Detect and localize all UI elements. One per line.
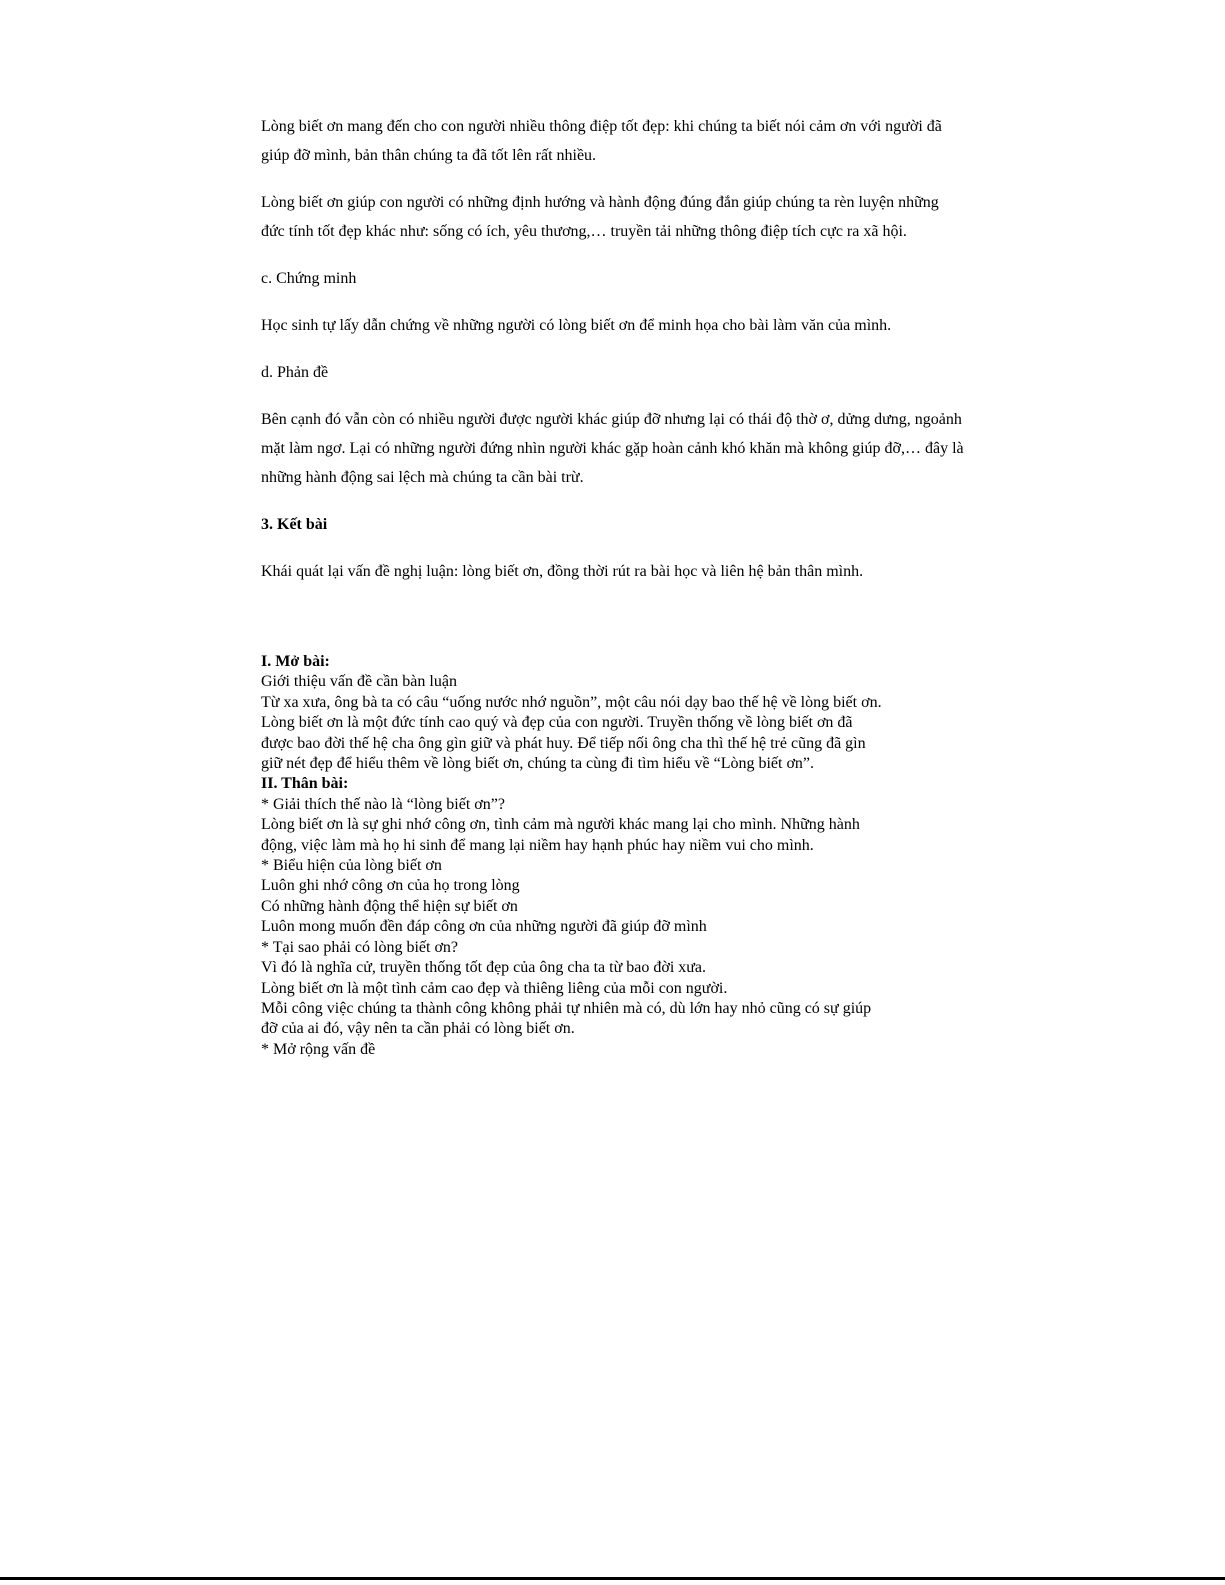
page-bottom-border — [0, 1577, 1225, 1580]
paragraph-conclusion: Khái quát lại vấn đề nghị luận: lòng biết ơn, đồng thời rút ra bài học và liên hệ bản thân mình. — [261, 563, 864, 580]
outline-line: giữ nét đẹp để hiểu thêm về lòng biết ơn, chúng ta cùng đi tìm hiểu về “Lòng biết ơn”. — [261, 755, 815, 773]
outline-line: Mỗi công việc chúng ta thành công không phải tự nhiên mà có, dù lớn hay nhỏ cũng có sự giúp — [261, 999, 872, 1017]
paragraph-counter: Bên cạnh đó vẫn còn có nhiều người được người khác giúp đỡ nhưng lại có thái độ thờ ơ, dửng dưng, ngoảnh mặt làm ngơ. Lại có những người đứng nhìn người khác gặp hoàn cảnh khó khăn mà không giúp đỡ,… đây là những hành động sai lệch mà chúng ta cần bài trừ. — [261, 411, 964, 486]
heading-body: II. Thân bài: — [261, 775, 349, 793]
paragraph-gratitude-direction: Lòng biết ơn giúp con người có những định hướng và hành động đúng đắn giúp chúng ta rèn luyện những đức tính tốt đẹp khác như: sống có ích, yêu thương,… truyền tải những thông điệp tích cực ra xã hội. — [261, 194, 939, 240]
outline-section — [261, 652, 981, 1060]
outline-line: động, việc làm mà họ hi sinh để mang lại niềm hay hạnh phúc hay niềm vui cho mình. — [261, 836, 814, 854]
heading-introduction: I. Mở bài: — [261, 653, 330, 670]
outline-line: * Giải thích thế nào là “lòng biết ơn”? — [261, 795, 505, 813]
outline-line: * Tại sao phải có lòng biết ơn? — [261, 938, 459, 956]
outline-line: Có những hành động thể hiện sự biết ơn — [261, 897, 518, 915]
outline-line: * Biểu hiện của lòng biết ơn — [261, 857, 442, 875]
outline-line: đỡ của ai đó, vậy nên ta cần phải có lòng biết ơn. — [261, 1020, 575, 1038]
outline-line: Luôn mong muốn đền đáp công ơn của những người đã giúp đỡ mình — [261, 918, 707, 936]
outline-line: * Mở rộng vấn đề — [261, 1040, 376, 1058]
outline-line: Vì đó là nghĩa cử, truyền thống tốt đẹp của ông cha ta từ bao đời xưa. — [261, 959, 707, 977]
heading-c-proof: c. Chứng minh — [261, 270, 357, 287]
outline-line: Lòng biết ơn là một đức tính cao quý và đẹp của con người. Truyền thống về lòng biết ơn đã — [261, 714, 853, 732]
heading-conclusion: 3. Kết bài — [261, 516, 328, 533]
heading-d-counter: d. Phản đề — [261, 364, 329, 381]
paragraph-gratitude-message: Lòng biết ơn mang đến cho con người nhiều thông điệp tốt đẹp: khi chúng ta biết nói cảm ơn với người đã giúp đỡ mình, bản thân chúng ta đã tốt lên rất nhiều. — [261, 118, 942, 164]
outline-line: Giới thiệu vấn đề cần bàn luận — [261, 673, 457, 691]
paragraph-proof: Học sinh tự lấy dẫn chứng về những người có lòng biết ơn để minh họa cho bài làm văn của mình. — [261, 317, 892, 334]
outline-line: Từ xa xưa, ông bà ta có câu “uống nước nhớ nguồn”, một câu nói dạy bao thế hệ về lòng biết ơn. — [261, 693, 882, 711]
outline-line: Lòng biết ơn là một tình cảm cao đẹp và thiêng liêng của mỗi con người. — [261, 979, 728, 997]
outline-line: Luôn ghi nhớ công ơn của họ trong lòng — [261, 877, 520, 895]
top-text-section — [261, 112, 966, 604]
outline-line: Lòng biết ơn là sự ghi nhớ công ơn, tình cảm mà người khác mang lại cho mình. Những hành — [261, 816, 860, 834]
outline-line: được bao đời thế hệ cha ông gìn giữ và phát huy. Để tiếp nối ông cha thì thế hệ trẻ cũng đã gìn — [261, 734, 866, 752]
